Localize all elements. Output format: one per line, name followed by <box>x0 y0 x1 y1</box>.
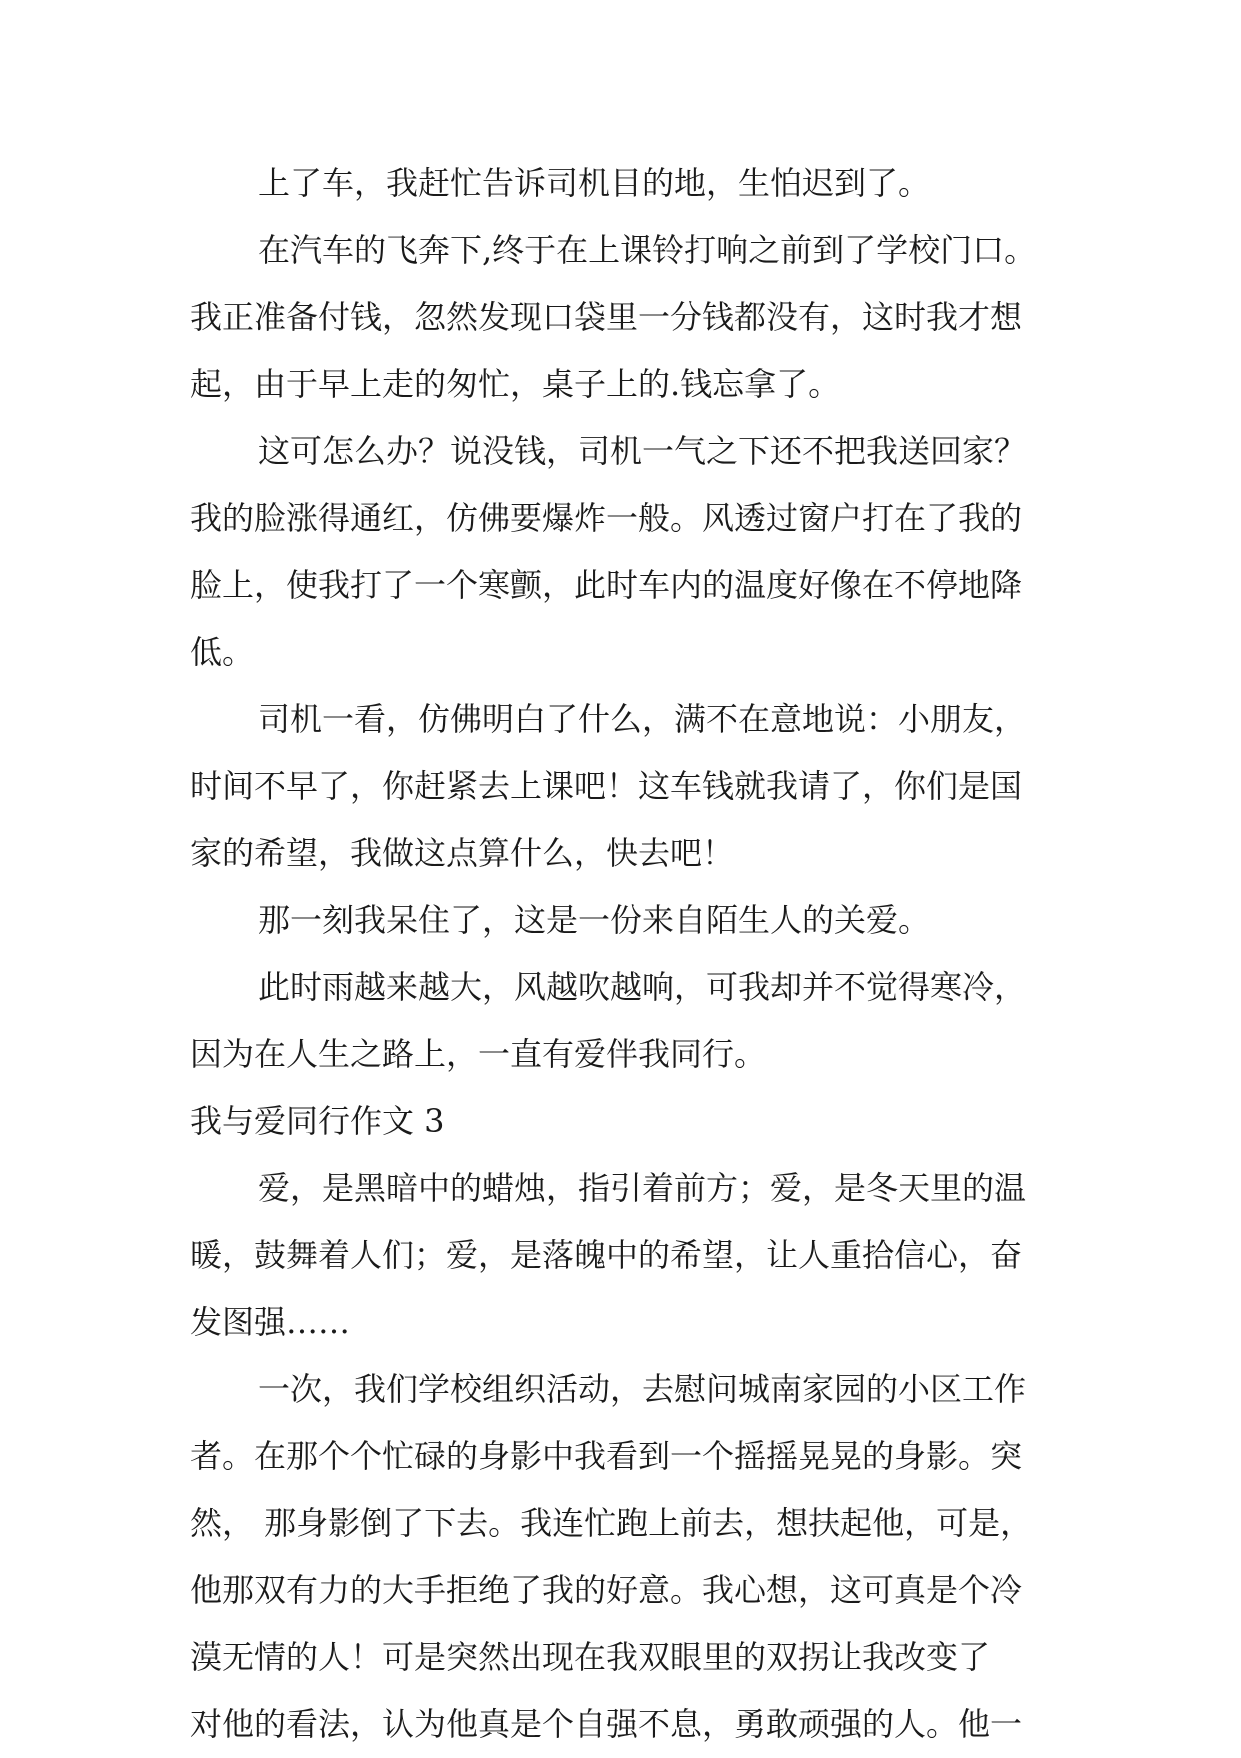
paragraph-line: 漠无情的人！可是突然出现在我双眼里的双拐让我改变了 <box>190 1638 991 1676</box>
paragraph-line: 者。在那个个忙碌的身影中我看到一个摇摇晃晃的身影。突 <box>190 1437 1023 1475</box>
paragraph-line: 那一刻我呆住了，这是一份来自陌生人的关爱。 <box>258 901 931 939</box>
paragraph-line: 脸上，使我打了一个寒颤，此时车内的温度好像在不停地降 <box>190 566 1023 604</box>
paragraph-line: 我正准备付钱，忽然发现口袋里一分钱都没有，这时我才想 <box>190 298 1023 336</box>
paragraph-line: 在汽车的飞奔下,终于在上课铃打响之前到了学校门口。 <box>258 231 1037 269</box>
article-body <box>190 150 1095 1758</box>
paragraph-line: 我的脸涨得通红，仿佛要爆炸一般。风透过窗户打在了我的 <box>190 499 1023 537</box>
paragraph-line: 发图强…… <box>190 1303 351 1341</box>
paragraph-line: 爱，是黑暗中的蜡烛，指引着前方；爱，是冬天里的温 <box>258 1169 1027 1207</box>
paragraph-line: 低。 <box>190 633 255 671</box>
paragraph-line: 时间不早了，你赶紧去上课吧！这车钱就我请了，你们是国 <box>190 767 1023 805</box>
paragraph-line: 此时雨越来越大，风越吹越响，可我却并不觉得寒冷， <box>258 968 1027 1006</box>
paragraph-line: 这可怎么办？说没钱，司机一气之下还不把我送回家？ <box>258 432 1027 470</box>
paragraph-line: 他那双有力的大手拒绝了我的好意。我心想，这可真是个冷 <box>190 1571 1023 1609</box>
paragraph-line: 然， 那身影倒了下去。我连忙跑上前去，想扶起他，可是， <box>190 1504 1033 1542</box>
paragraph-line: 暖，鼓舞着人们；爱，是落魄中的希望，让人重拾信心，奋 <box>190 1236 1023 1274</box>
paragraph-line: 家的希望，我做这点算什么，快去吧！ <box>190 834 735 872</box>
paragraph-line: 上了车，我赶忙告诉司机目的地，生怕迟到了。 <box>258 164 931 202</box>
paragraph-line: 因为在人生之路上，一直有爱伴我同行。 <box>190 1035 767 1073</box>
paragraph-line: 一次，我们学校组织活动，去慰问城南家园的小区工作 <box>258 1370 1027 1408</box>
paragraph-line: 司机一看，仿佛明白了什么，满不在意地说：小朋友， <box>258 700 1027 738</box>
paragraph-line: 起，由于早上走的匆忙，桌子上的.钱忘拿了。 <box>190 365 841 403</box>
paragraph-line: 对他的看法，认为他真是个自强不息，勇敢顽强的人。他一 <box>190 1705 1023 1743</box>
section-heading: 我与爱同行作文 3 <box>190 1102 445 1140</box>
